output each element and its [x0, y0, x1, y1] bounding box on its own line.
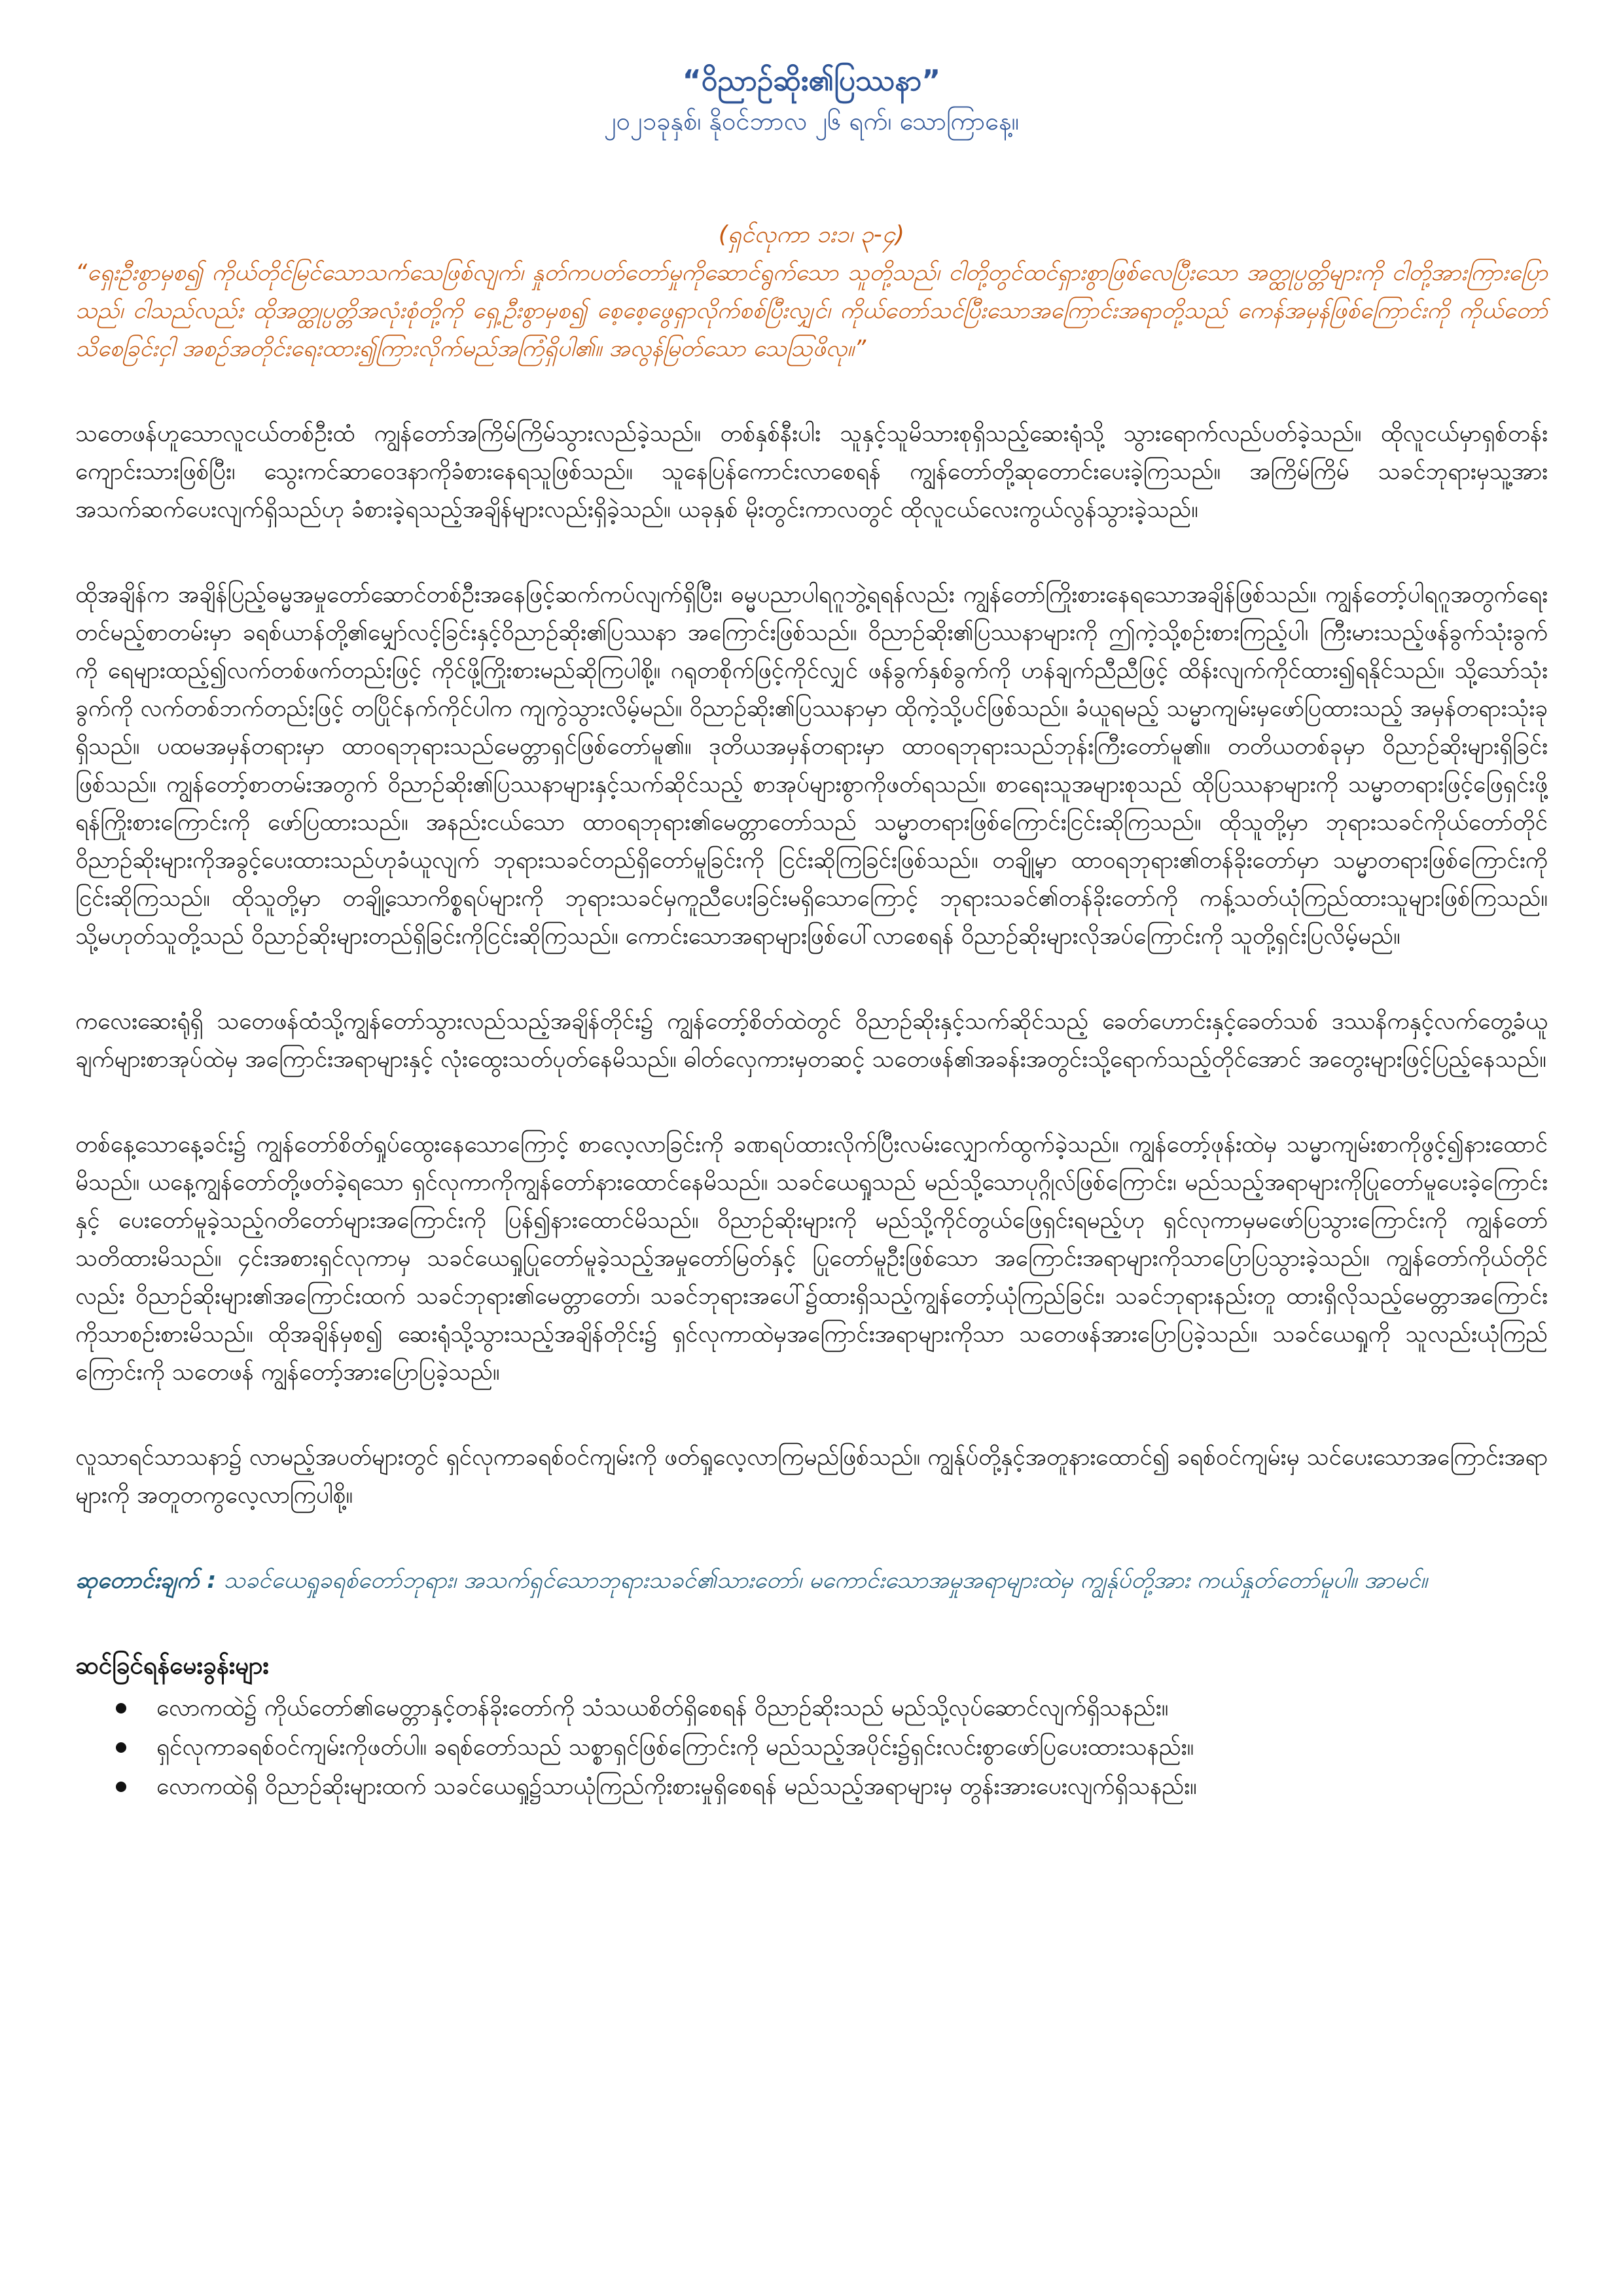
question-text: လောကထဲ၌ ကိုယ်တော်၏မေတ္တာနှင့်တန်ခိုးတော်ကို သံသယစိတ်ရှိစေရန် ဝိညာဉ်ဆိုးသည် မည်သို့လုပ်ဆောင်လျက်ရှိသနည်း။ — [156, 1695, 1169, 1721]
body-paragraph-2: ထိုအချိန်က အချိန်ပြည့်ဓမ္မအမှုတော်ဆောင်တစ်ဦးအနေဖြင့်ဆက်ကပ်လျက်ရှိပြီး၊ ဓမ္မပညာပါရဂူဘွဲ့ရရန်လည်း ကျွန်တော်ကြိုးစားနေရသောအချိန်ဖြစ်သည်။ ကျွန်တော့်ပါရဂူအတွက်ရေးတင်မည့်စာတမ်းမှာ ခရစ်ယာန်တို့၏မျှော်လင့်ခြင်းနှင့်ဝိညာဉ်ဆိုး၏ပြဿနာ အကြောင်းဖြစ်သည်။ ဝိညာဉ်ဆိုး၏ပြဿနာများကို ဤကဲ့သို့စဉ်းစားကြည့်ပါ၊ ကြီးမားသည့်ဖန်ခွက်သုံးခွက်ကို ရေများထည့်၍လက်တစ်ဖက်တည်းဖြင့် ကိုင်ဖို့ကြိုးစားမည်ဆိုကြပါစို့။ ဂရုတစိုက်ဖြင့်ကိုင်လျှင် ဖန်ခွက်နှစ်ခွက်ကို ဟန်ချက်ညီညီဖြင့် ထိန်းလျက်ကိုင်ထား၍ရနိုင်သည်။ သို့သော်သုံးခွက်ကို လက်တစ်ဘက်တည်းဖြင့် တပြိုင်နက်ကိုင်ပါက ကျကွဲသွားလိမ့်မည်။ ဝိညာဉ်ဆိုး၏ပြဿနာမှာ ထိုကဲ့သို့ပင်ဖြစ်သည်။ ခံယူရမည့် သမ္မာကျမ်းမှဖော်ပြထားသည့် အမှန်တရားသုံးခုရှိသည်။ ပထမအမှန်တရားမှာ ထာဝရဘုရားသည်မေတ္တာရှင်ဖြစ်တော်မူ၏။ ဒုတိယအမှန်တရားမှာ ထာဝရဘုရားသည်ဘုန်းကြီးတော်မူ၏။ တတိယတစ်ခုမှာ ဝိညာဉ်ဆိုးများရှိခြင်းဖြစ်သည်။ ကျွန်တော့်စာတမ်းအတွက် ဝိညာဉ်ဆိုး၏ပြဿနာများနှင့်သက်ဆိုင်သည့် စာအုပ်များစွာကိုဖတ်ရသည်။ စာရေးသူအများစုသည် ထိုပြဿနာများကို သမ္မာတရားဖြင့်ဖြေရှင်းဖို့ရန်ကြိုးစားကြောင်းကို ဖော်ပြထားသည်။ အနည်းငယ်သော ထာဝရဘုရား၏မေတ္တာတော်သည် သမ္မာတရားဖြစ်ကြောင်းငြင်းဆိုကြသည်။ ထိုသူတို့မှာ ဘုရားသခင်ကိုယ်တော်တိုင် ဝိညာဉ်ဆိုးများကိုအခွင့်ပေးထားသည်ဟုခံယူလျက် ဘုရားသခင်တည်ရှိတော်မူခြင်းကို ငြင်းဆိုကြခြင်းဖြစ်သည်။ တချို့မှာ ထာဝရဘုရား၏တန်ခိုးတော်မှာ သမ္မာတရားဖြစ်ကြောင်းကိုငြင်းဆိုကြသည်။ ထိုသူတို့မှာ တချို့သောကိစ္စရပ်များကို ဘုရားသခင်မှကူညီပေးခြင်းမရှိသောကြောင့် ဘုရားသခင်၏တန်ခိုးတော်ကို ကန့်သတ်ယုံကြည်ထားသူများဖြစ်ကြသည်။ သို့မဟုတ်သူတို့သည် ဝိညာဉ်ဆိုးများတည်ရှိခြင်းကိုငြင်းဆိုကြသည်။ ကောင်းသောအရာများဖြစ်ပေါ်လာစေရန် ဝိညာဉ်ဆိုးများလိုအပ်ကြောင်းကို သူတို့ရှင်းပြလိမ့်မည်။ — [75, 582, 1548, 950]
body-paragraph-4: တစ်နေ့သောနေ့ခင်း၌ ကျွန်တော်စိတ်ရှုပ်ထွေးနေသောကြောင့် စာလေ့လာခြင်းကို ခဏရပ်ထားလိုက်ပြီးလမ်းလျှောက်ထွက်ခဲ့သည်။ ကျွန်တော့်ဖုန်းထဲမှ သမ္မာကျမ်းစာကိုဖွင့်၍နားထောင်မိသည်။ ယနေ့ကျွန်တော်တို့ဖတ်ခဲ့ရသော ရှင်လုကာကိုကျွန်တော်နားထောင်နေမိသည်။ သခင်ယေရှုသည် မည်သို့သောပုဂ္ဂိုလ်ဖြစ်ကြောင်း၊ မည်သည့်အရာများကိုပြုတော်မူပေးခဲ့ကြောင်းနှင့် ပေးတော်မူခဲ့သည့်ဂတိတော်များအကြောင်းကို ပြန်၍နားထောင်မိသည်။ ဝိညာဉ်ဆိုးများကို မည်သို့ကိုင်တွယ်ဖြေရှင်းရမည့်ဟု ရှင်လုကာမှမဖော်ပြသွားကြောင်းကို ကျွန်တော်သတိထားမိသည်။ ၄င်းအစားရှင်လုကာမှ သခင်ယေရှုပြုတော်မူခဲ့သည့်အမှုတော်မြတ်နှင့် ပြုတော်မူဦးဖြစ်သော အကြောင်းအရာများကိုသာပြောပြသွားခဲ့သည်။ ကျွန်တော်ကိုယ်တိုင်လည်း ဝိညာဉ်ဆိုးများ၏အကြောင်းထက် သခင်ဘုရား၏မေတ္တာတော်၊ သခင်ဘုရားအပေါ်၌ထားရှိသည့်ကျွန်တော့်ယုံကြည်ခြင်း၊ သခင်ဘုရားနည်းတူ ထားရှိလိုသည့်မေတ္တာအကြောင်းကိုသာစဉ်းစားမိသည်။ ထိုအချိန်မှစ၍ ဆေးရုံသို့သွားသည့်အချိန်တိုင်း၌ ရှင်လုကာထဲမှအကြောင်းအရာများကိုသာ သတေဖန်အားပြောပြခဲ့သည်။ သခင်ယေရှုကို သူလည်းယုံကြည်ကြောင်းကို သတေဖန် ကျွန်တော့်အားပြောပြခဲ့သည်။ — [75, 1132, 1548, 1386]
question-item — [116, 1767, 1548, 1806]
bullet-icon — [116, 1782, 126, 1792]
question-text: လောကထဲရှိ ဝိညာဉ်ဆိုးများထက် သခင်ယေရှု၌သာယုံကြည်ကိုးစားမှုရှိစေရန် မည်သည့်အရာများမှ တွန်းအားပေးလျက်ရှိသနည်း။ — [156, 1774, 1197, 1800]
questions-list — [75, 1689, 1548, 1806]
document-content — [75, 60, 1548, 1806]
prayer-text: သခင်ယေရှုခရစ်တော်ဘုရား၊ အသက်ရှင်သောဘုရားသခင်၏သားတော်၊ မကောင်းသောအမှုအရာများထဲမှ ကျွန်ုပ်တို့အား ကယ်နှုတ်တော်မူပါ။ အာမင်။ — [216, 1568, 1427, 1594]
body-paragraph-1: သတေဖန်ဟူသောလူငယ်တစ်ဦးထံ ကျွန်တော်အကြိမ်ကြိမ်သွားလည်ခဲ့သည်။ တစ်နှစ်နီးပါး သူနှင့်သူမိသားစုရှိသည့်ဆေးရုံသို့ သွားရောက်လည်ပတ်ခဲ့သည်။ ထိုလူငယ်မှာရှစ်တန်းကျောင်းသားဖြစ်ပြီး၊ သွေးကင်ဆာဝေဒနာကိုခံစားနေရသူဖြစ်သည်။ သူနေပြန်ကောင်းလာစေရန် ကျွန်တော်တို့ဆုတောင်းပေးခဲ့ကြသည်။ အကြိမ်ကြိမ် သခင်ဘုရားမှသူ့အား အသက်ဆက်ပေးလျက်ရှိသည်ဟု ခံစားခဲ့ရသည့်အချိန်များလည်းရှိခဲ့သည်။ ယခုနှစ် မိုးတွင်းကာလတွင် ထိုလူငယ်လေးကွယ်လွန်သွားခဲ့သည်။ — [75, 421, 1548, 523]
body-paragraph-5: လူသာရင်သာသနာ၌ လာမည့်အပတ်များတွင် ရှင်လုကာခရစ်ဝင်ကျမ်းကို ဖတ်ရှုလေ့လာကြမည်ဖြစ်သည်။ ကျွန်ုပ်တို့နှင့်အတူနားထောင်၍ ခရစ်ဝင်ကျမ်းမှ သင်ပေးသောအကြောင်းအရာများကို အတူတကွလေ့လာကြပါစို့။ — [75, 1444, 1548, 1509]
scripture-reference: (ရှင်လုကာ ၁း၁၊ ၃-၄) — [718, 221, 905, 248]
body-paragraph-3: ကလေးဆေးရုံရှိ သတေဖန်ထံသို့ကျွန်တော်သွားလည်သည့်အချိန်တိုင်း၌ ကျွန်တော့်စိတ်ထဲတွင် ဝိညာဉ်ဆိုးနှင့်သက်ဆိုင်သည့် ခေတ်ဟောင်းနှင့်ခေတ်သစ် ဒဿနိကနှင့်လက်တွေ့ခံယူချက်များစာအုပ်ထဲမှ အကြောင်းအရာများနှင့် လုံးထွေးသတ်ပုတ်နေမိသည်။ ဓါတ်လှေကားမှတဆင့် သတေဖန်၏အခန်းအတွင်းသို့ရောက်သည့်တိုင်အောင် အတွေးများဖြင့်ပြည့်နေသည်။ — [75, 1009, 1548, 1073]
prayer-block — [75, 1562, 1548, 1600]
questions-heading: ဆင်ခြင်ရန်မေးခွန်းများ — [75, 1651, 269, 1679]
document-title: “ဝိညာဉ်ဆိုး၏ပြဿနာ” — [682, 64, 941, 98]
question-item — [116, 1728, 1548, 1767]
document-date: ၂၀၂၁ခုနှစ်၊ နိုဝင်ဘာလ ၂၆ ရက်၊ သောကြာနေ့။ — [603, 107, 1020, 135]
bullet-icon — [116, 1703, 126, 1713]
scripture-quote: “ရှေးဦးစွာမှစ၍ ကိုယ်တိုင်မြင်သောသက်သေဖြစ်လျက်၊ နှုတ်ကပတ်တော်မှုကိုဆောင်ရွက်သော သူတို့သည်၊ ငါတို့တွင်ထင်ရှားစွာဖြစ်လေပြီးသော အတ္ထုပ္ပတ္တိများကို ငါတို့အားကြားပြောသည်၊ ငါသည်လည်း ထိုအတ္ထုပ္ပတ္တိအလုံးစုံတို့ကို ရှေ့ဦးစွာမှစ၍ စေ့စေ့ဖွေရှာလိုက်စစ်ပြီးလျှင်၊ ကိုယ်တော်သင်ပြီးသောအကြောင်းအရာတို့သည် ကေန်အမှန်ဖြစ်ကြောင်းကို ကိုယ်တော်သိစေခြင်းငှါ အစဉ်အတိုင်းရေးထား၍ကြားလိုက်မည်အကြံရှိပါ၏။ အလွန်မြတ်သော သေဩဖိလု။” — [75, 260, 1548, 362]
prayer-label: ဆုတောင်းချက် : — [75, 1568, 217, 1594]
question-text: ရှင်လုကာခရစ်ဝင်ကျမ်းကိုဖတ်ပါ။ ခရစ်တော်သည် သစ္စာရှင်ဖြစ်ကြောင်းကို မည်သည့်အပိုင်း၌ရှင်းလင်းစွာဖော်ပြပေးထားသနည်း။ — [156, 1734, 1194, 1761]
question-item — [116, 1689, 1548, 1728]
bullet-icon — [116, 1742, 126, 1753]
